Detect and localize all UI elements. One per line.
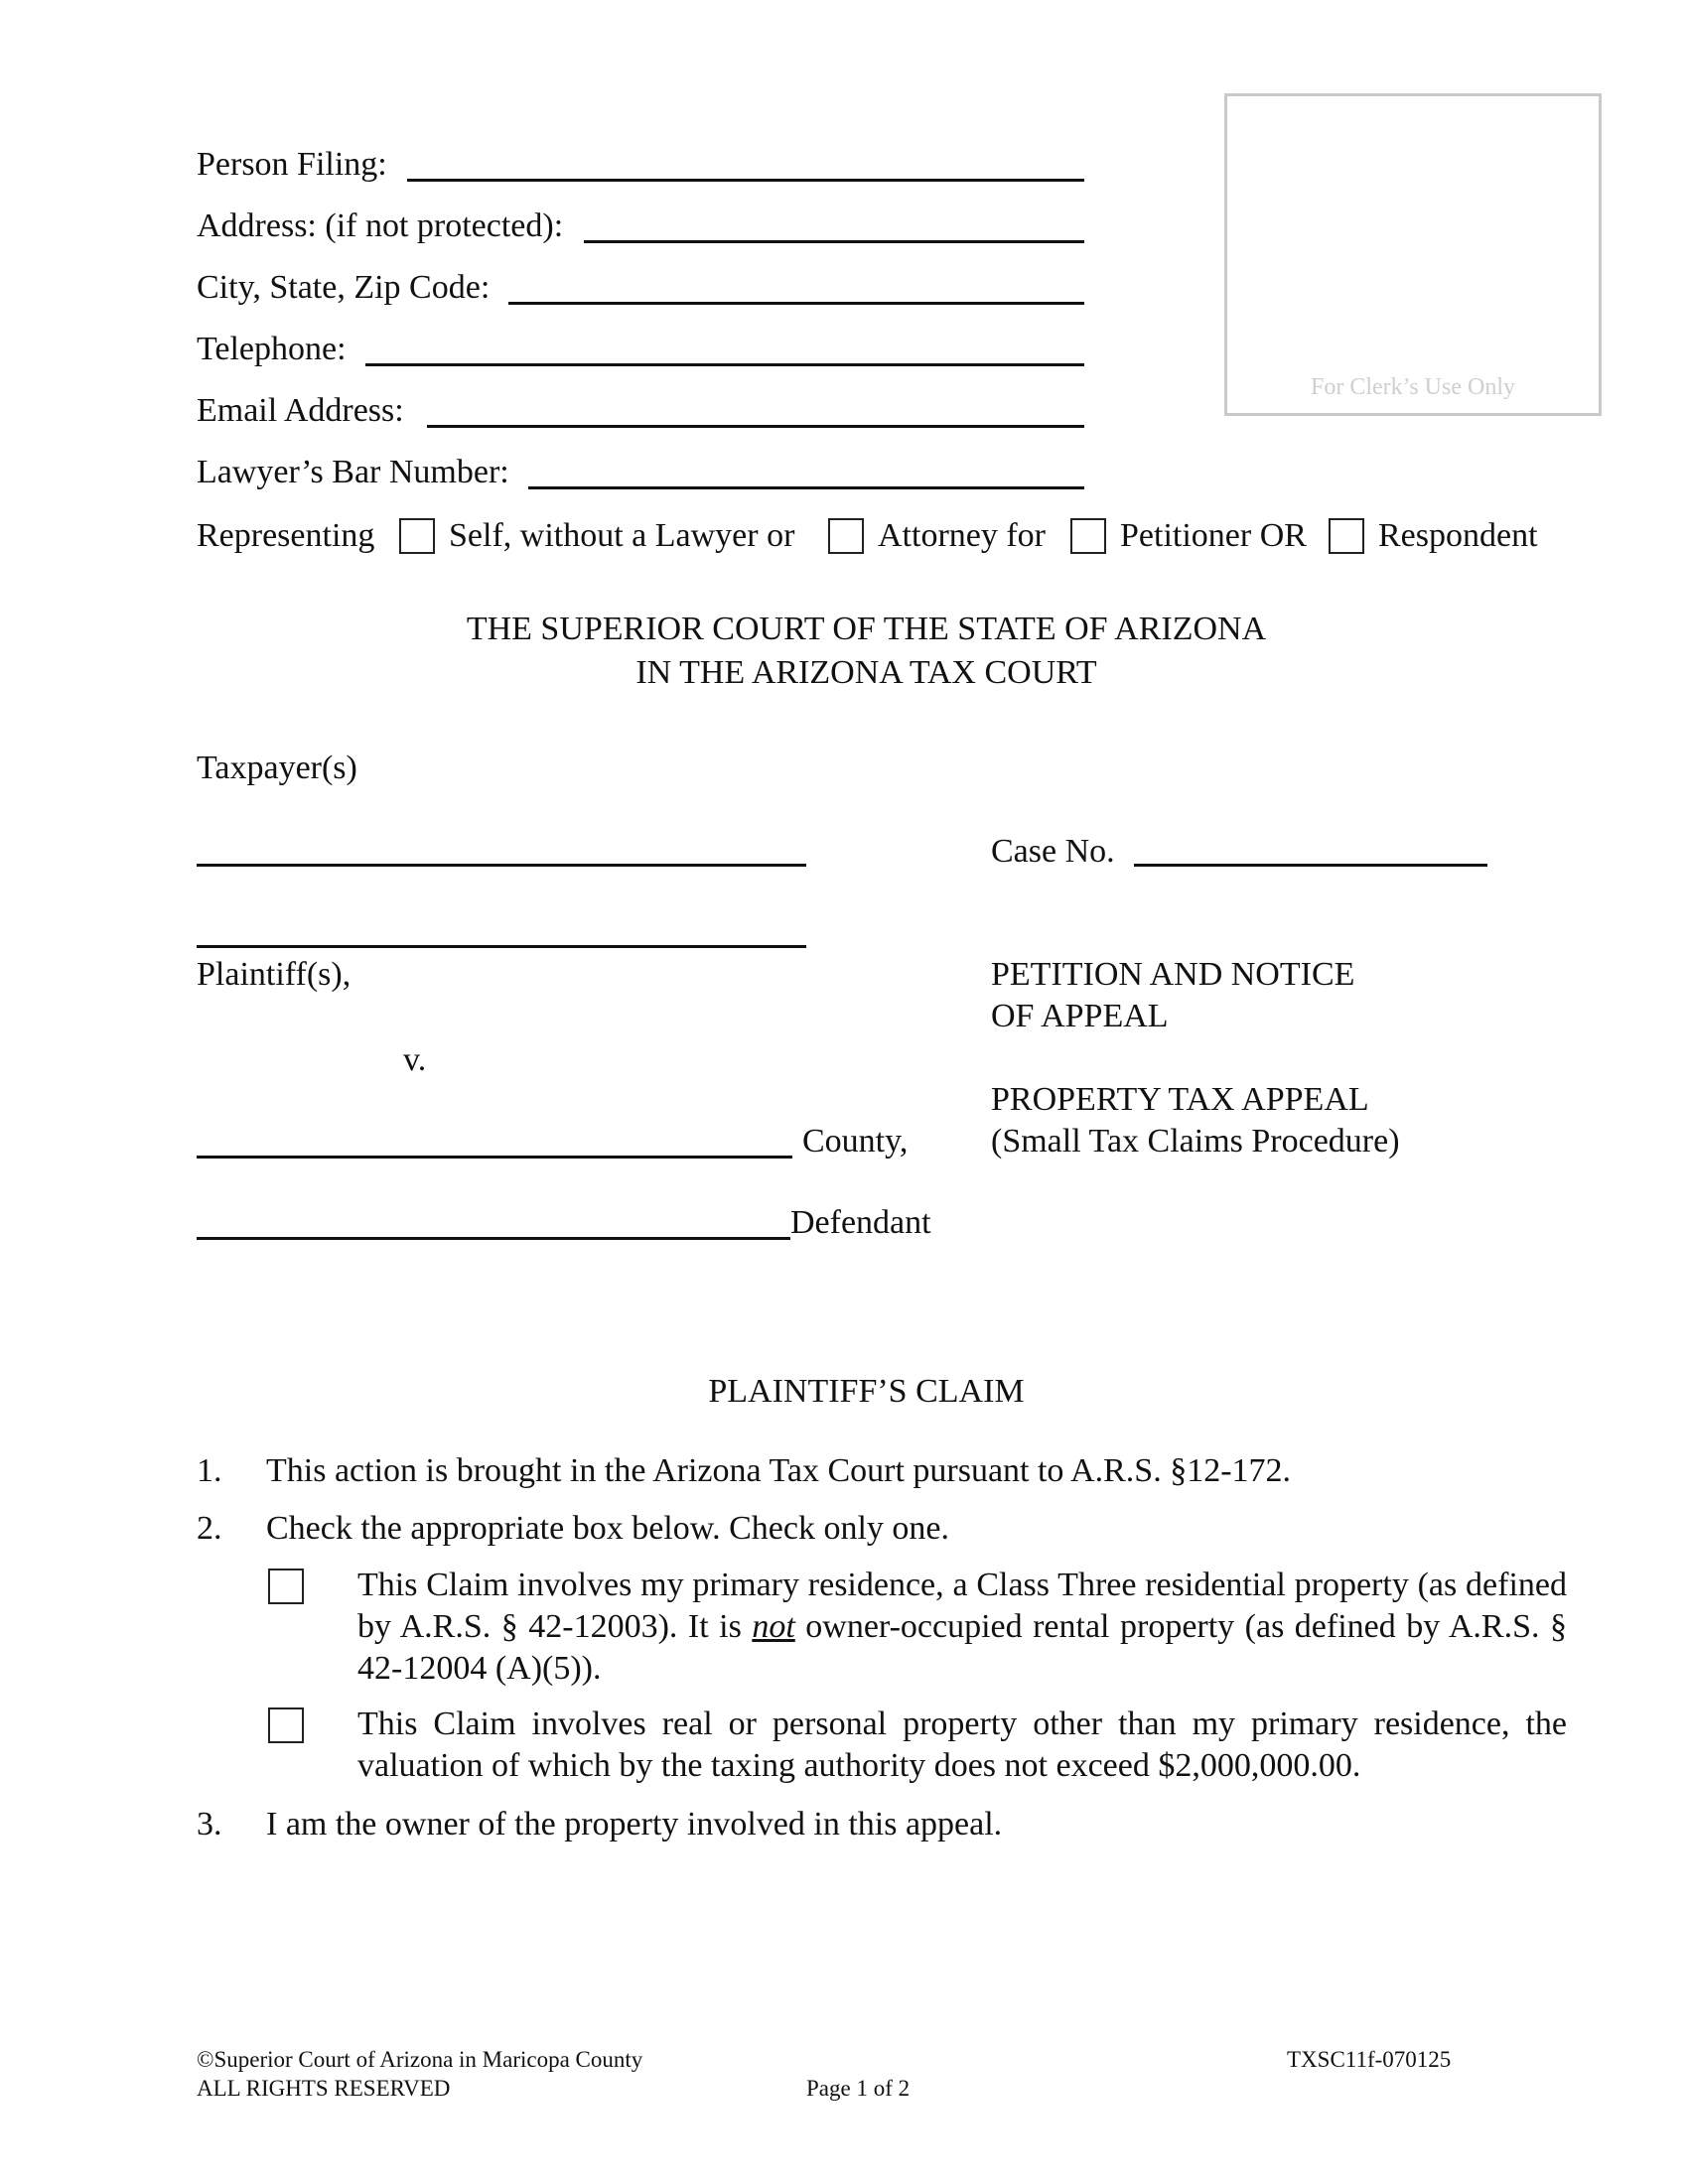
item-1-number: 1. bbox=[197, 1452, 222, 1489]
email-label: Email Address: bbox=[197, 392, 404, 429]
versus-label: v. bbox=[403, 1041, 427, 1078]
attorney-label: Attorney for bbox=[878, 517, 1047, 554]
item-3-text: I am the owner of the property involved in this appeal. bbox=[266, 1806, 1003, 1843]
footer-page-number: Page 1 of 2 bbox=[806, 2076, 911, 2101]
self-label: Self, without a Lawyer or bbox=[449, 517, 795, 554]
item-2-number: 2. bbox=[197, 1510, 222, 1547]
respondent-checkbox[interactable] bbox=[1329, 518, 1364, 554]
other-property-option: This Claim involves real or personal property other than my primary residence, the valuation of which by the taxing authority does not exceed $2,000,000.00. bbox=[357, 1706, 1567, 1784]
address-field[interactable] bbox=[584, 240, 1084, 243]
footer-rights: ALL RIGHTS RESERVED bbox=[197, 2076, 451, 2101]
footer-copyright: ©Superior Court of Arizona in Maricopa County bbox=[197, 2047, 643, 2072]
case-number-field[interactable] bbox=[1134, 864, 1487, 867]
defendant-label: Defendant bbox=[790, 1204, 931, 1241]
city-state-zip-field[interactable] bbox=[508, 302, 1084, 305]
document-title-line1: PETITION AND NOTICE bbox=[991, 956, 1355, 993]
defendant-field[interactable] bbox=[197, 1237, 790, 1240]
county-label: County, bbox=[802, 1123, 909, 1160]
self-checkbox[interactable] bbox=[399, 518, 435, 554]
taxpayers-label: Taxpayer(s) bbox=[197, 750, 357, 786]
person-filing-field[interactable] bbox=[407, 179, 1084, 182]
respondent-label: Respondent bbox=[1378, 517, 1538, 554]
city-state-zip-label: City, State, Zip Code: bbox=[197, 269, 491, 306]
county-field[interactable] bbox=[197, 1156, 792, 1159]
petitioner-label: Petitioner OR bbox=[1120, 517, 1307, 554]
primary-residence-checkbox[interactable] bbox=[268, 1569, 304, 1604]
case-number-label: Case No. bbox=[991, 833, 1115, 870]
email-field[interactable] bbox=[427, 425, 1084, 428]
person-filing-label: Person Filing: bbox=[197, 146, 387, 183]
representing-label: Representing bbox=[197, 517, 375, 554]
item-3-number: 3. bbox=[197, 1806, 222, 1843]
document-subtitle-line2: (Small Tax Claims Procedure) bbox=[991, 1123, 1400, 1160]
plaintiffs-label: Plaintiff(s), bbox=[197, 956, 352, 993]
primary-residence-option bbox=[357, 1565, 1567, 1690]
footer-form-code: TXSC11f-070125 bbox=[1287, 2047, 1452, 2072]
taxpayer-name-field-2[interactable] bbox=[197, 945, 806, 948]
telephone-label: Telephone: bbox=[197, 331, 347, 367]
document-title-line2: OF APPEAL bbox=[991, 998, 1169, 1034]
clerk-use-box bbox=[1224, 93, 1602, 416]
option1-emphasis: not bbox=[752, 1608, 795, 1645]
bar-number-field[interactable] bbox=[528, 486, 1084, 489]
other-property-checkbox[interactable] bbox=[268, 1707, 304, 1743]
bar-number-label: Lawyer’s Bar Number: bbox=[197, 454, 509, 490]
attorney-checkbox[interactable] bbox=[828, 518, 864, 554]
taxpayer-name-field-1[interactable] bbox=[197, 864, 806, 867]
item-1-text: This action is brought in the Arizona Tax Court pursuant to A.R.S. §12-172. bbox=[266, 1452, 1292, 1489]
clerk-use-label: For Clerk’s Use Only bbox=[1311, 374, 1515, 400]
option1-text-post: owner-occupied rental property (as defined by A.R.S. § 42-12004 (A)(5)). bbox=[357, 1608, 1568, 1687]
item-2-text: Check the appropriate box below. Check only one. bbox=[266, 1510, 949, 1547]
court-name-line2: IN THE ARIZONA TAX COURT bbox=[635, 654, 1097, 691]
document-subtitle-line1: PROPERTY TAX APPEAL bbox=[991, 1081, 1369, 1118]
petitioner-checkbox[interactable] bbox=[1070, 518, 1106, 554]
option1-text-pre: This Claim involves my primary residence, a Class Three residential property (as defined by A.R.S. § 42-12003). It is bbox=[357, 1567, 1567, 1645]
court-name-line1: THE SUPERIOR COURT OF THE STATE OF ARIZONA bbox=[466, 611, 1267, 647]
claim-heading: PLAINTIFF’S CLAIM bbox=[708, 1373, 1025, 1410]
address-label: Address: (if not protected): bbox=[197, 207, 564, 244]
telephone-field[interactable] bbox=[365, 363, 1084, 366]
